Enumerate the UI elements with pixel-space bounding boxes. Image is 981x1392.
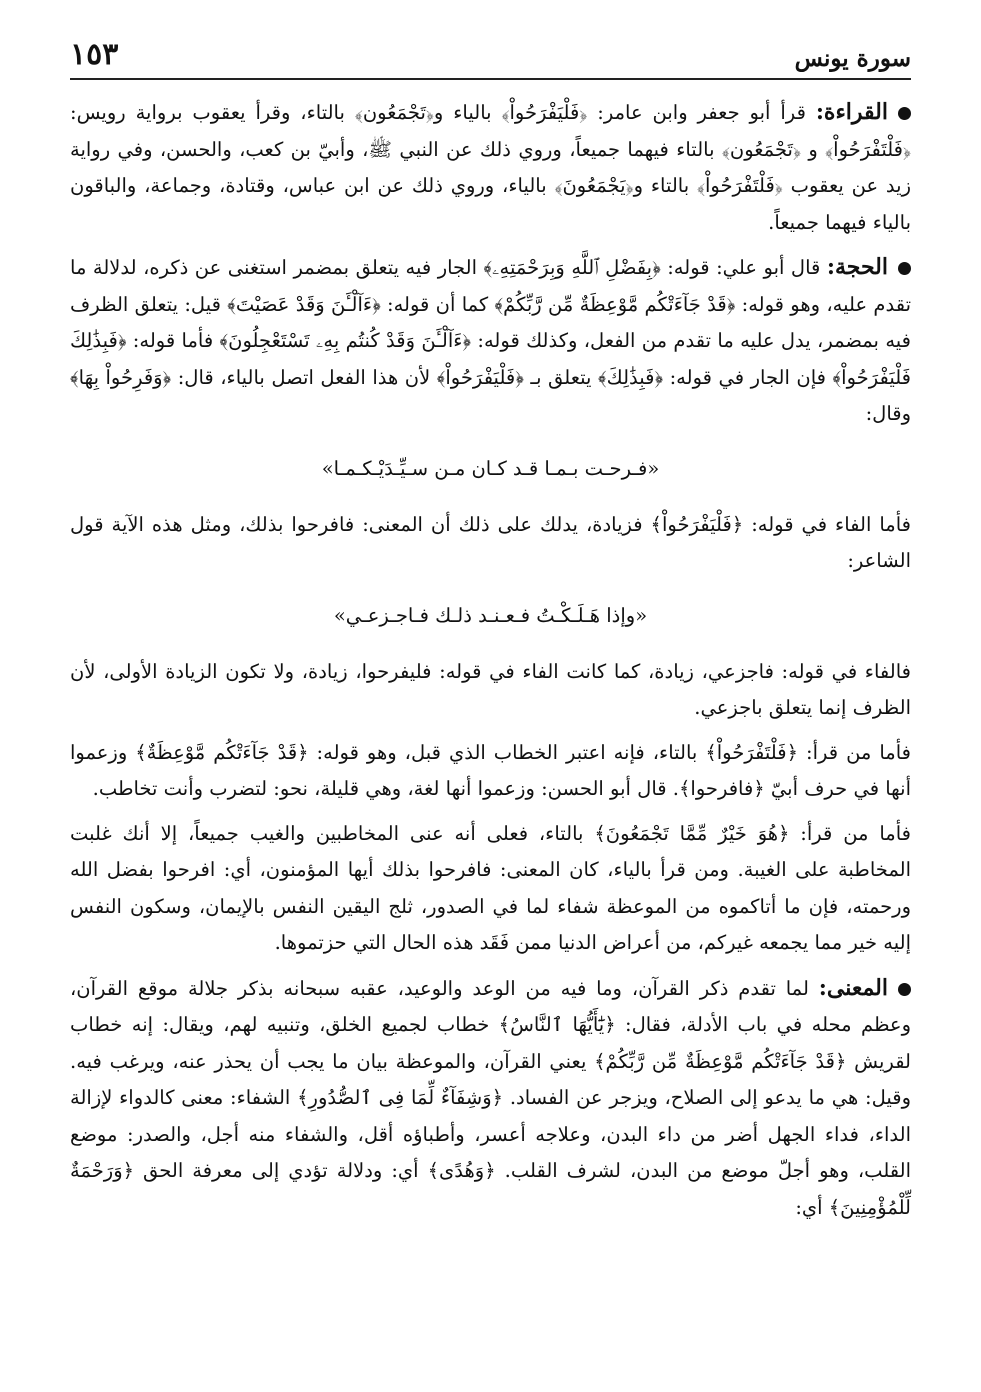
paragraph-2: فالفاء في قوله: فاجزعي، زيادة، كما كانت الفاء في قوله: فليفرحوا، زيادة، ولا تكون الزيادة الأولى، لأن الظرف إنما يتعلق باجزعي.	[70, 659, 911, 719]
paragraph-3: فأما من قرأ: ﴿فَلْتَفْرَحُواْ﴾ بالتاء، فإنه اعتبر الخطاب الذي قبل، وهو قوله: ﴿قَدْ جَآءَتْكُم مَّوْعِظَةٌ﴾ وزعموا أنها في حرف أبيّ ﴿فافرحوا﴾. قال أبو الحسن: وزعموا أنها لغة، وهي قليلة، نحو: لتضرب وأنت تخاطب.	[70, 740, 911, 800]
paragraph-1: فأما الفاء في قوله: ﴿فَلْيَفْرَحُواْ﴾ فزيادة، يدلك على ذلك أن المعنى: فافرحوا بذلك، ومثل هذه الآية قول الشاعر:	[70, 512, 911, 572]
maana-text: لما تقدم ذكر القرآن، وما فيه من الوعد والوعيد، عقبه سبحانه بذكر جلالة موقع القرآن، وعظم محله في باب الأدلة، فقال: ﴿يَٰٓأَيُّهَا ٱلنَّاسُ﴾ خطاب لجميع الخلق، وتنبيه لهم، ويقال: إنه خطاب لقريش ﴿قَدْ جَآءَتْكُم مَّوْعِظَةٌ مِّن رَّبِّكُمْ﴾ يعني القرآن، والموعظة بيان ما يجب أن يحذر عنه، ويرغب فيه. وقيل: هي ما يدعو إلى الصلاح، ويزجر عن الفساد. ﴿وَشِفَآءٌ لِّمَا فِى ٱلصُّدُورِ﴾ الشفاء: معنى كالدواء لإزالة الداء، فداء الجهل أضر من داء البدن، وعلاجه أعسر، وأطباؤه أقل، والشفاء منه أجل، والصدر: موضع القلب، وهو أجلّ موضع من البدن، لشرف القلب. ﴿وَهُدًى﴾ أي: ودلالة تؤدي إلى معرفة الحق ﴿وَرَحْمَةٌ لِّلْمُؤْمِنِينَ﴾ أي:	[70, 976, 911, 1219]
maana-section	[70, 970, 911, 1227]
page-content	[70, 94, 911, 1226]
paragraph-4: فأما من قرأ: ﴿هُوَ خَيْرٌ مِّمَّا تَجْمَعُونَ﴾ بالتاء، فعلى أنه عنى المخاطبين والغيب جميعاً، إلا أنك غلبت المخاطبة على الغيبة. ومن قرأ بالياء، كان المعنى: فافرحوا بذلك أيها المؤمنون، أي: افرحوا بفضل الله ورحمته، فإن ما أتاكموه من الموعظة شفاء لما في الصدور، ثلج اليقين النفس بالإيمان، وسكون النفس إليه خير مما يجمعه غيركم، من أعراض الدنيا ممن فَقَد هذه الحال التي حزتموها.	[70, 821, 911, 954]
bullet-icon	[898, 262, 911, 275]
bullet-icon	[898, 107, 911, 120]
surah-name: سورة يونس	[794, 45, 911, 72]
hujja-heading: الحجة:	[826, 254, 888, 280]
bullet-icon	[898, 983, 911, 996]
page-header	[70, 32, 911, 80]
maana-heading: المعنى:	[818, 974, 888, 1001]
qiraa-text: قرأ أبو جعفر وابن عامر: ﴿فَلْيَفْرَحُواْ﴾ بالياء و﴿تَجْمَعُون﴾ بالتاء، وقرأ يعقوب برواية رويس: ﴿فَلْتَفْرَحُواْ﴾ و ﴿تَجْمَعُون﴾ بالتاء فيهما جميعاً، وروي ذلك عن النبي ﷺ، وأبيّ بن كعب، والحسن، وفي رواية زيد عن يعقوب ﴿فَلْتَفْرَحُواْ﴾ بالتاء و﴿يَجْمَعُونَ﴾ بالياء، وروي ذلك عن ابن عباس، وقتادة، وجماعة، والباقون بالياء فيهما جميعاً.	[70, 101, 911, 234]
qiraa-section	[70, 94, 911, 241]
qiraa-heading: القراءة:	[815, 99, 888, 125]
hujja-text: قال أبو علي: قوله: ﴿بِفَضْلِ ٱللَّهِ وَبِرَحْمَتِهِۦ﴾ الجار فيه يتعلق بمضمر استغنى عن ذكره، لدلالة ما تقدم عليه، وهو قوله: ﴿قَدْ جَآءَتْكُم مَّوْعِظَةٌ مِّن رَّبِّكُمْ﴾ كما أن قوله: ﴿ءَآلْـَٔنَ وَقَدْ عَصَيْتَ﴾ قيل: يتعلق الظرف فيه بمضمر، يدل عليه ما تقدم من الفعل، وكذلك قوله: ﴿ءَآلْـَٔنَ وَقَدْ كُنتُم بِهِۦ تَسْتَعْجِلُونَ﴾ فأما قوله: ﴿فَبِذَٰلِكَ فَلْيَفْرَحُواْ﴾ فإن الجار في قوله: ﴿فَبِذَٰلِكَ﴾ يتعلق بـ ﴿فَلْيَفْرَحُواْ﴾ لأن هذا الفعل اتصل بالياء، قال: ﴿وَفَرِحُواْ بِهَا﴾ وقال:	[70, 256, 911, 425]
hujja-section	[70, 249, 911, 433]
poetry-quote-1: «فـرحـت بـمـا قـد كـان مـن سـيِّـدَيْـكـمـا»	[321, 456, 660, 480]
poetry-quote-2: «وإذا هَـلَـكْـتُ فـعـنـد ذلـك فـاجـزعـي»	[333, 603, 648, 627]
page-number: ١٥٣	[70, 37, 119, 72]
